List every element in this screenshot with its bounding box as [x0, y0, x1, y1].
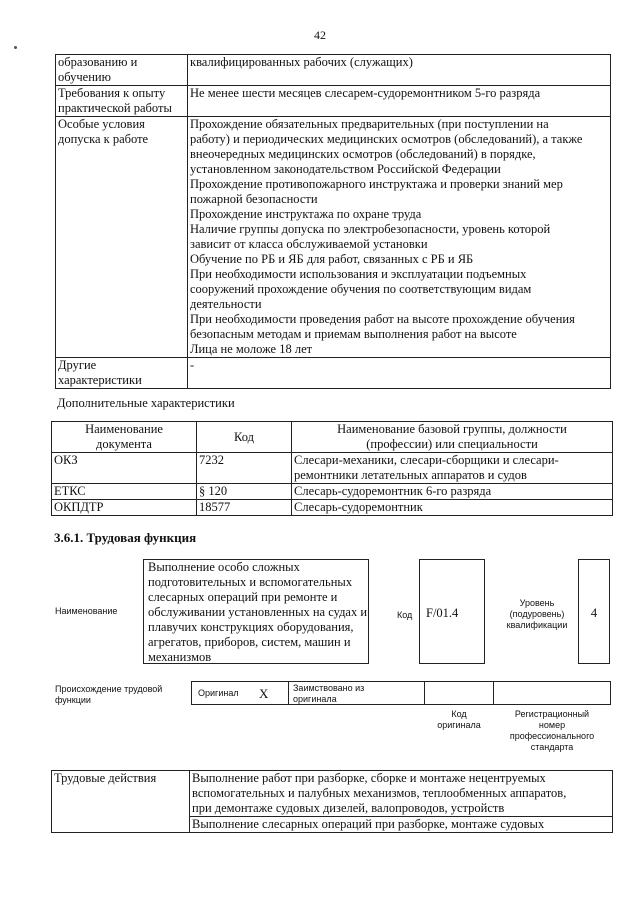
classification-row	[52, 500, 613, 516]
requirement-label	[56, 86, 188, 117]
original-label: Оригинал	[198, 688, 239, 698]
requirement-label-line: Особые условия	[58, 117, 145, 131]
level-label	[495, 598, 579, 631]
header-document-line: документа	[96, 437, 152, 451]
requirement-value-line: пожарной безопасности	[190, 192, 318, 206]
requirement-value-line: Прохождение противопожарного инструктажа и проверки знаний мер	[190, 177, 563, 191]
requirement-value-line: Прохождение инструктажа по охране труда	[190, 207, 422, 221]
margin-mark	[14, 46, 17, 49]
function-name-line: агрегатов, приборов, систем, машин и	[148, 635, 351, 649]
requirement-value-line: Не менее шести месяцев слесарем-судоремонтником 5-го разряда	[190, 86, 541, 100]
requirement-row	[56, 358, 611, 389]
borrowed-label	[293, 683, 364, 705]
requirement-value-line: зависит от класса обслуживаемой установки	[190, 237, 428, 251]
function-name-line: слесарных операций при ремонте и	[148, 590, 338, 604]
requirement-label-line: Другие	[58, 358, 97, 372]
requirement-value-line: Обучение по РБ и ЯБ для работ, связанных с РБ и ЯБ	[190, 252, 474, 266]
registration-caption-line: Регистрационный	[514, 709, 590, 719]
classification-name	[292, 500, 613, 516]
code-value: F/01.4	[426, 606, 459, 620]
additional-characteristics-table	[51, 421, 613, 516]
labour-action-line: Выполнение работ при разборке, сборке и монтаже нецентруемых	[192, 771, 546, 785]
requirement-value	[188, 55, 611, 86]
code-box	[419, 559, 485, 664]
level-label-line: квалификации	[506, 620, 568, 630]
header-name	[292, 422, 613, 453]
origin-code-caption-line: Код	[451, 709, 467, 719]
registration-number-cell	[493, 681, 611, 705]
registration-number-caption	[493, 709, 611, 753]
header-code: Код	[197, 422, 292, 453]
classification-name	[292, 453, 613, 484]
requirement-value	[188, 86, 611, 117]
requirement-value-line: -	[190, 358, 195, 372]
labour-action-row	[52, 771, 613, 817]
origin-code-caption	[424, 709, 494, 731]
borrowed-label-line: оригинала	[293, 694, 337, 704]
requirement-value-line: Лица не моложе 18 лет	[190, 342, 313, 356]
origin-code-cell	[424, 681, 494, 705]
requirement-label-line: обучению	[58, 70, 111, 84]
classification-code: 7232	[197, 453, 292, 484]
requirement-value-line: работу) и периодических медицинских осмотров (обследований), а также	[190, 132, 583, 146]
labour-action-line: при демонтаже судовых дизелей, валопроводов, устройств	[192, 801, 505, 815]
origin-label-line: функции	[55, 695, 91, 705]
labour-action-item	[190, 771, 613, 817]
requirement-label-line: практической работы	[58, 101, 172, 115]
function-name-line: плавучих конструкциях оборудования,	[148, 620, 354, 634]
labour-action-line: вспомогательных и палубных механизмов, теплообменных аппаратов,	[192, 786, 567, 800]
requirement-value-line: квалифицированных рабочих (служащих)	[190, 55, 413, 69]
name-label: Наименование	[55, 606, 118, 616]
requirement-value-line: При необходимости проведения работ на высоте прохождение обучения	[190, 312, 575, 326]
code-label: Код	[397, 610, 413, 620]
function-name-line: механизмов	[148, 650, 212, 664]
qualification-requirements-table	[55, 54, 611, 389]
function-name-line: подготовительных и вспомогательных	[148, 575, 353, 589]
requirement-label-line: допуска к работе	[58, 132, 149, 146]
requirement-value	[188, 117, 611, 358]
function-name-line: Выполнение особо сложных	[148, 560, 300, 574]
registration-caption-line: номер	[538, 720, 566, 730]
page-number: 42	[314, 28, 326, 42]
requirement-value	[188, 358, 611, 389]
level-label-line: Уровень	[519, 598, 555, 608]
requirement-value-line: установленном законодательством Российской Федерации	[190, 162, 501, 176]
function-name-box	[143, 559, 369, 664]
origin-label-line: Происхождение трудовой	[55, 684, 163, 694]
requirement-value-line: Наличие группы допуска по электробезопасности, уровень которой	[190, 222, 551, 236]
level-value: 4	[590, 606, 598, 620]
requirement-value-line: безопасным методам и приемам выполнения работ на высоте	[190, 327, 517, 341]
requirement-label-line: образованию и	[58, 55, 138, 69]
requirement-label	[56, 358, 188, 389]
requirement-label-line: Требования к опыту	[58, 86, 166, 100]
requirement-value-line: Прохождение обязательных предварительных (при поступлении на	[190, 117, 549, 131]
requirement-label	[56, 55, 188, 86]
classification-name-line: Слесари-механики, слесари-сборщики и слесари-	[294, 453, 559, 467]
function-name-line: обслуживании установленных на судах и	[148, 605, 368, 619]
requirement-label-line: характеристики	[58, 373, 142, 387]
original-cell	[191, 681, 289, 705]
borrowed-cell	[288, 681, 425, 705]
origin-label	[55, 684, 162, 706]
requirement-value-line: деятельности	[190, 297, 262, 311]
requirement-row	[56, 55, 611, 86]
classification-document: ОКЗ	[52, 453, 197, 484]
classification-document: ОКПДТР	[52, 500, 197, 516]
classification-code: 18577	[197, 500, 292, 516]
requirement-value-line: внеочередных медицинских осмотров (обследований) в порядке,	[190, 147, 536, 161]
labour-action-line: Выполнение слесарных операций при разборке, монтаже судовых	[192, 817, 545, 831]
additional-table-header	[52, 422, 613, 453]
requirement-value-line: сооружений прохождение обучения по соответствующим видам	[190, 282, 532, 296]
requirement-value-line: При необходимости использования и эксплуатации подъемных	[190, 267, 527, 281]
classification-row	[52, 484, 613, 500]
origin-code-caption-line: оригинала	[437, 720, 481, 730]
classification-code: § 120	[197, 484, 292, 500]
borrowed-label-line: Заимствовано из	[293, 683, 365, 693]
requirement-label	[56, 117, 188, 358]
header-name-line: Наименование базовой группы, должности	[337, 422, 567, 436]
classification-name-line: Слесарь-судоремонтник	[294, 500, 423, 514]
additional-characteristics-heading: Дополнительные характеристики	[57, 396, 235, 410]
section-title: 3.6.1. Трудовая функция	[54, 530, 197, 545]
classification-row	[52, 453, 613, 484]
classification-name-line: Слесарь-судоремонтник 6-го разряда	[294, 484, 492, 498]
header-document-line: Наименование	[85, 422, 163, 436]
header-document	[52, 422, 197, 453]
original-mark: X	[259, 686, 269, 701]
requirement-row	[56, 86, 611, 117]
registration-caption-line: стандарта	[530, 742, 574, 752]
level-box	[578, 559, 610, 664]
classification-name-line: ремонтники летательных аппаратов и судов	[294, 468, 527, 482]
requirement-row	[56, 117, 611, 358]
classification-name	[292, 484, 613, 500]
labour-actions-label: Трудовые действия	[52, 771, 190, 833]
labour-action-item	[190, 817, 613, 833]
labour-actions-table	[51, 770, 613, 833]
level-label-line: (подуровень)	[509, 609, 565, 619]
classification-document: ЕТКС	[52, 484, 197, 500]
registration-caption-line: профессионального	[509, 731, 595, 741]
header-name-line: (профессии) или специальности	[366, 437, 538, 451]
